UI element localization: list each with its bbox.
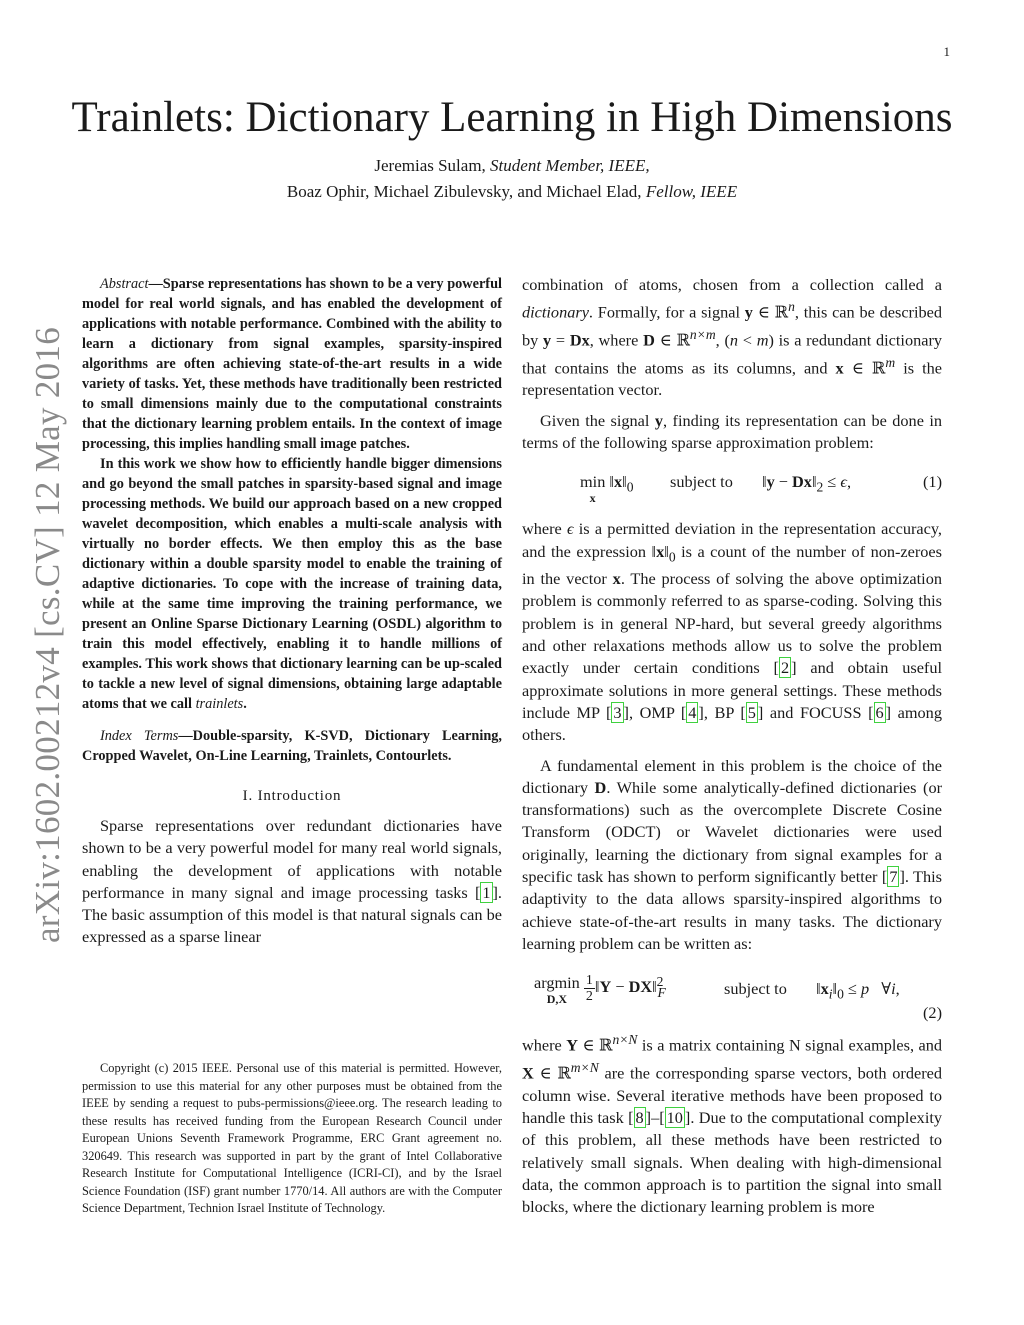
eq2-number: (2) bbox=[923, 1003, 942, 1023]
citation-link-2[interactable]: 2 bbox=[780, 658, 790, 678]
author-block bbox=[0, 153, 1024, 205]
abstract bbox=[82, 274, 502, 714]
dictionary-term: dictionary bbox=[522, 302, 589, 322]
eq1-subject-to: subject to bbox=[670, 472, 733, 492]
index-terms-label: Index Terms bbox=[100, 728, 179, 744]
citation-link-7[interactable]: 7 bbox=[889, 867, 898, 887]
author-line-1 bbox=[0, 153, 1024, 179]
citation-link-5[interactable]: 5 bbox=[747, 702, 756, 722]
author-names-1: Jeremias Sulam, bbox=[374, 156, 486, 175]
trainlets-term: trainlets bbox=[195, 696, 244, 712]
arxiv-stamp-text: arXiv:1602.00212v4 [cs.CV] 12 May 2016 bbox=[28, 326, 67, 944]
abstract-text-2-end: . bbox=[243, 696, 247, 712]
right-paragraph-3: where ϵ is a permitted deviation in the representation accuracy, and the expression $‖x‖_0$ is a count of the number of non-zeroes in the vector x. The process of solving the above optimization problem is commonly referred to as sparse-coding. Solving this problem is in general NP-hard, but several greedy algorithms and other relaxations methods allow us to solve the problem exactly under certain conditions [ 2 ] and obtain useful approximate solutions in more general settings. These methods include MP [ 3 ], OMP [ 4 ], BP [ 5 ] and FOCUSS [ 6 ] among others. bbox=[522, 519, 943, 745]
eq1-number: (1) bbox=[923, 472, 942, 492]
eq2-subject-to: subject to bbox=[724, 979, 787, 999]
intro-paragraph-1: Sparse representations over redundant dictionaries have shown to be a very powerful model for many real world signals, enabling the development of applications with notable performance in many signal and image processing tasks [ 1 ]. The basic assumption of this model is that natural signals can be expressed as a sparse linear bbox=[82, 816, 502, 947]
right-paragraph-2: Given the signal y, finding its representation can be done in terms of the following sparse approximation problem: bbox=[522, 410, 943, 453]
abstract-paragraph-1 bbox=[82, 274, 502, 454]
citation-link-8[interactable]: 8 bbox=[635, 1107, 644, 1127]
citation-link-3[interactable]: 3 bbox=[613, 702, 622, 722]
citation-link-6[interactable]: 6 bbox=[875, 702, 884, 722]
citation-link-1[interactable]: 1 bbox=[482, 882, 491, 902]
equation-1 bbox=[522, 468, 942, 508]
copyright-footnote: Copyright (c) 2015 IEEE. Personal use of this material is permitted. However, permission to use this material for any other purposes must be obtained from the IEEE by sending a request to pubs-permissions@ieee.org. The research leading to these results has received funding from the European Research Council under European Unions Seventh Framework Programme, ERC Grant agreement no. 320649. This research was supported in part by the grant of Intel Collaborative Research Institute for Computational Intelligence (ICRI-CI), and by the Israel Science Foundation (ISF) grant number 1770/14. All authors are with the Computer Science Department, Technion Israel Institute of Technology. bbox=[82, 1061, 502, 1215]
right-paragraph-1: combination of atoms, chosen from a collection called a dictionary. Formally, for a signal y ∈ ℝ$^n$, this can be described by y = Dx, where D ∈ ℝ$^{n\times m}$, (n < m) is a redundant dictionary that contains the atoms as its columns, and x ∈ ℝ$^m$ is the representation vector. bbox=[522, 275, 943, 400]
eq1-objective: min x $‖x‖_0$ bbox=[580, 472, 634, 506]
arxiv-stamp bbox=[18, 326, 78, 944]
equation-2 bbox=[522, 965, 942, 1023]
index-terms-text: —Double-sparsity, K-SVD, Dictionary Learning, Cropped Wavelet, On-Line Learning, Trainlets, Contourlets. bbox=[82, 728, 502, 764]
abstract-paragraph-2 bbox=[82, 454, 502, 714]
abstract-text-1: —Sparse representations has shown to be a very powerful model for real world signals, and has enabled the development of applications with notable performance. Combined with the ability to learn a dictionary from signal examples, sparsity-inspired algorithms are often achieving state-of-the-art results in a wide variety of tasks. Yet, these methods have traditionally been restricted to small dimensions mainly due to the computational constraints that the dictionary learning problem entails. In the context of image processing, this implies handling small image patches. bbox=[82, 276, 502, 452]
left-column bbox=[82, 274, 502, 949]
right-paragraph-5: where Y ∈ ℝ$^{n\times N}$ is a matrix containing N signal examples, and X ∈ ℝ$^{m\times N}$ are the corresponding sparse vectors, both ordered column wise. Several iterative methods have been proposed to handle this task [ 8 ]–[ 10 ]. Due to the computational complexity of this problem, all these methods have been restricted to relatively small signals. When dealing with high-dimensional data, the common approach is to partition the signal into small blocks, where the dictionary learning problem is more bbox=[522, 1032, 943, 1217]
abstract-text-2: In this work we show how to efficiently handle bigger dimensions and go beyond the small patches in sparsity-based signal and image processing methods. We build our approach based on a new cropped wavelet decomposition, which enables a multi-scale analysis with virtually no border effects. We then employ this as the base dictionary within a double sparsity model to enable the training of adaptive dictionaries. To cope with the increase of training data, while at the same time improving the training performance, we present an Online Sparse Dictionary Learning (OSDL) algorithm to train this model effectively, enabling it to handle millions of examples. This work shows that dictionary learning can be up-scaled to tackle a new level of signal dimensions, obtaining large adaptable atoms that we call bbox=[82, 456, 502, 712]
intro-text-1: Sparse representations over redundant dictionaries have shown to be a very powerful model for many real world signals, enabling the development of applications with notable performance in many signal and image processing tasks bbox=[82, 816, 502, 902]
page-number: 1 bbox=[943, 44, 950, 59]
eq2-objective: argmin D,X $\frac{1}{2}$ ‖Y − DX‖$^2_F$ bbox=[534, 973, 666, 1007]
eq2-constraint: $‖x_i‖_0 \le p$ ∀i, bbox=[816, 979, 900, 1002]
section-heading-introduction: I. Introduction bbox=[242, 788, 342, 804]
author-line-2 bbox=[0, 179, 1024, 205]
author-role-1: Student Member, IEEE, bbox=[490, 156, 650, 175]
right-column bbox=[522, 274, 942, 1218]
author-role-2: Fellow, IEEE bbox=[645, 182, 738, 201]
citation-link-4[interactable]: 4 bbox=[688, 702, 697, 722]
index-terms bbox=[82, 726, 502, 766]
abstract-label: Abstract bbox=[100, 276, 149, 292]
intro-text-1b: . The basic assumption of this model is that natural signals can be expressed as a sparse linear bbox=[82, 882, 502, 947]
eq1-constraint: ‖y − $Dx‖_2 \le \epsilon$, bbox=[762, 472, 852, 495]
author-names-2: Boaz Ophir, Michael Zibulevsky, and Michael Elad, bbox=[286, 182, 642, 201]
paper-title: Trainlets: Dictionary Learning in High Dimensions bbox=[71, 94, 953, 141]
citation-link-10[interactable]: 10 bbox=[666, 1107, 683, 1127]
right-paragraph-4: A fundamental element in this problem is the choice of the dictionary D. While some analytically-defined dictionaries (or transformations) such as the overcomplete Discrete Cosine Transform (ODCT) or Wavelet dictionaries were used originally, learning the dictionary from signal examples for a specific task has shown to perform significantly better [ 7 ]. This adaptivity to the data allows sparsity-inspired algorithms to achieve state-of-the-art results in many tasks. The dictionary learning problem can be written as: bbox=[522, 755, 943, 953]
